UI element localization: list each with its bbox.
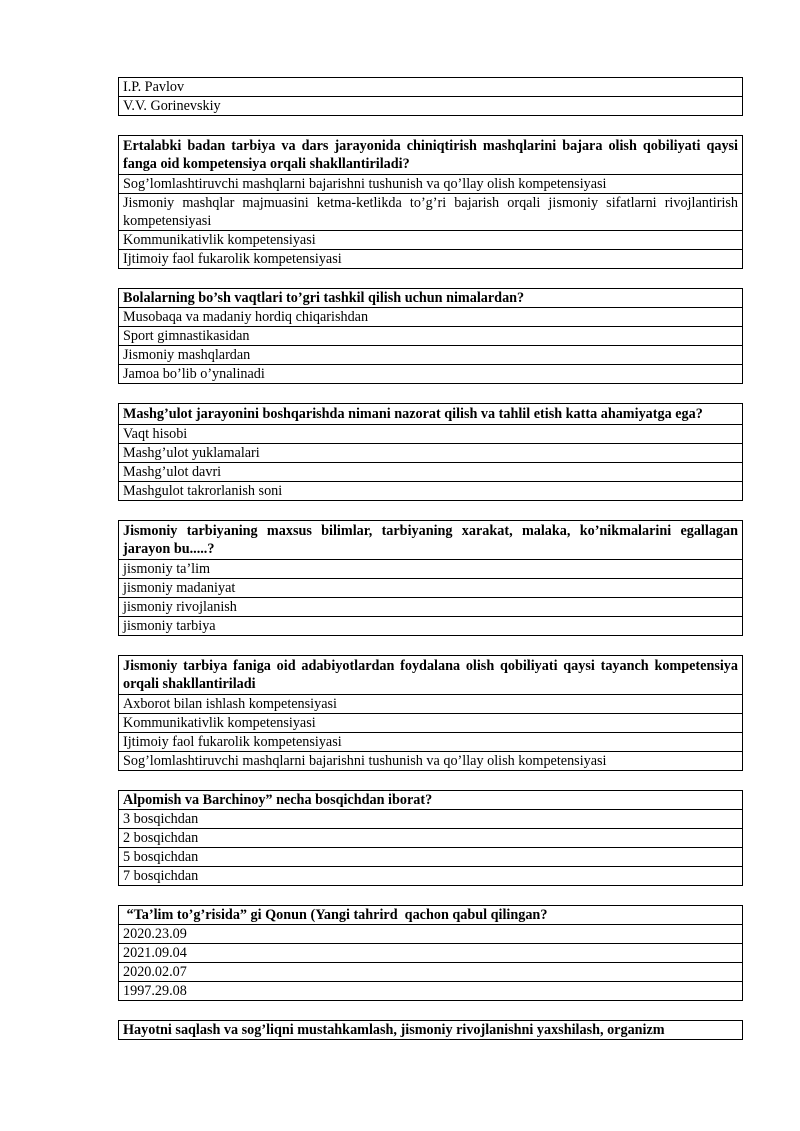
answer-option: jismoniy rivojlanish bbox=[119, 597, 742, 616]
answer-option: 5 bosqichdan bbox=[119, 847, 742, 866]
question-block-3 bbox=[118, 403, 743, 501]
answer-option: 7 bosqichdan bbox=[119, 866, 742, 885]
answer-option: I.P. Pavlov bbox=[123, 79, 185, 95]
question-block-5 bbox=[118, 655, 743, 771]
answer-option: jismoniy ta’lim bbox=[119, 559, 742, 578]
answer-option: 1997.29.08 bbox=[119, 981, 742, 1000]
answer-block-continued bbox=[118, 77, 743, 116]
question-block-1 bbox=[118, 135, 743, 269]
answer-option: jismoniy madaniyat bbox=[119, 578, 742, 597]
answer-option: Sog’lomlashtiruvchi mashqlarni bajarishni tushunish va qo’llay olish kompetensiyasi bbox=[119, 174, 742, 193]
question-block-7 bbox=[118, 905, 743, 1001]
answer-option: Jamoa bo’lib o’ynalinadi bbox=[119, 364, 742, 383]
answer-option: jismoniy tarbiya bbox=[119, 616, 742, 635]
answer-option: Musobaqa va madaniy hordiq chiqarishdan bbox=[119, 307, 742, 326]
answer-option: 2020.02.07 bbox=[119, 962, 742, 981]
question-text: Bolalarning bo’sh vaqtlari to’gri tashkil qilish uchun nimalardan? bbox=[123, 290, 525, 306]
answer-option: Axborot bilan ishlash kompetensiyasi bbox=[119, 694, 742, 713]
answer-option: Kommunikativlik kompetensiyasi bbox=[119, 230, 742, 249]
question-block-4 bbox=[118, 520, 743, 636]
document-page bbox=[118, 77, 743, 1040]
question-text: Jismoniy tarbiya faniga oid adabiyotlardan foydalana olish qobiliyati qaysi tayanch kompetensiya orqali shakllantiriladi bbox=[123, 658, 738, 692]
answer-option: Sport gimnastikasidan bbox=[119, 326, 742, 345]
answer-option: 3 bosqichdan bbox=[119, 809, 742, 828]
answer-option: 2021.09.04 bbox=[119, 943, 742, 962]
question-text: Mashg’ulot jarayonini boshqarishda nimani nazorat qilish va tahlil etish katta ahamiyatga ega? bbox=[123, 406, 703, 422]
answer-option: Mashg’ulot yuklamalari bbox=[119, 443, 742, 462]
answer-option: Vaqt hisobi bbox=[119, 424, 742, 443]
answer-option: Sog’lomlashtiruvchi mashqlarni bajarishni tushunish va qo’llay olish kompetensiyasi bbox=[119, 751, 742, 770]
answer-option: Ijtimoiy faol fukarolik kompetensiyasi bbox=[119, 732, 742, 751]
question-text: Ertalabki badan tarbiya va dars jarayonida chiniqtirish mashqlarini bajara olish qobiliyati qaysi fanga oid kompetensiya orqali shakllantiriladi? bbox=[123, 138, 738, 172]
answer-option: V.V. Gorinevskiy bbox=[119, 96, 742, 115]
question-text: Alpomish va Barchinoy” necha bosqichdan iborat? bbox=[123, 792, 433, 808]
question-text: Hayotni saqlash va sog’liqni mustahkamlash, jismoniy rivojlanishni yaxshilash, organizm bbox=[123, 1022, 665, 1038]
answer-option: Ijtimoiy faol fukarolik kompetensiyasi bbox=[119, 249, 742, 268]
question-text: “Ta’lim to’g’risida” gi Qonun (Yangi tahrird qachon qabul qilingan? bbox=[123, 907, 548, 923]
answer-option: Mashgulot takrorlanish soni bbox=[119, 481, 742, 500]
question-block-2 bbox=[118, 288, 743, 384]
question-block-8 bbox=[118, 1020, 743, 1040]
answer-option: Mashg’ulot davri bbox=[119, 462, 742, 481]
answer-option: Kommunikativlik kompetensiyasi bbox=[119, 713, 742, 732]
answer-option: Jismoniy mashqlar majmuasini ketma-ketlikda to’g’ri bajarish orqali jismoniy sifatlarni rivojlantirish kompetensiyasi bbox=[119, 193, 742, 230]
answer-option: 2020.23.09 bbox=[119, 924, 742, 943]
question-block-6 bbox=[118, 790, 743, 886]
question-text: Jismoniy tarbiyaning maxsus bilimlar, tarbiyaning xarakat, malaka, ko’nikmalarini egallagan jarayon bu.....? bbox=[123, 523, 738, 557]
answer-option: 2 bosqichdan bbox=[119, 828, 742, 847]
answer-option: Jismoniy mashqlardan bbox=[119, 345, 742, 364]
